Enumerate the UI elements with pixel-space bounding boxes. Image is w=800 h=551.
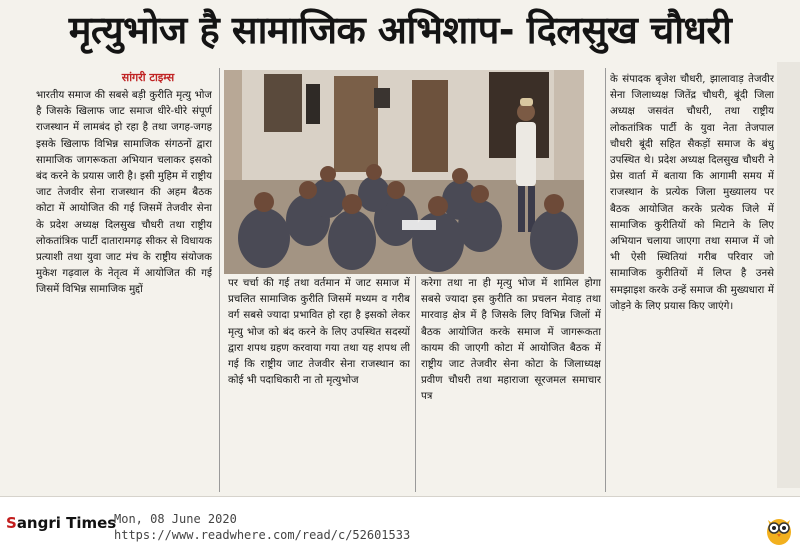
meeting-photo xyxy=(224,70,584,274)
source-url[interactable]: https://www.readwhere.com/read/c/52601533 xyxy=(114,528,411,542)
byline: सांगरी टाइम्स xyxy=(121,71,175,84)
column-divider xyxy=(415,276,416,492)
column-3-text: करेगा तथा ना ही मृत्यु भोज में शामिल होगा सबसे ज्यादा इस कुरीति का प्रचलन मेवाड़ तथा मारवाड़ क्षेत्र में है जिसके लिए विभिन्न जिलों में बैठक आयोजित करके समाज में जागरूकता कायम की जाएगी कोटा में आयोजित बैठक में राष्ट्रीय जाट तेजवीर सेना कोटा के जिलाध्यक्ष प्रवीण चौधरी तथा महाराजा सूरजमल समाचार पत्र xyxy=(421,278,601,403)
article-column-3 xyxy=(421,276,601,492)
column-divider xyxy=(219,68,220,492)
column-divider xyxy=(605,68,606,492)
column-2-text: पर चर्चा की गई तथा वर्तमान में जाट समाज में प्रचलित सामाजिक कुरीति जिसमें मध्यम व गरीब वर्ग सबसे ज्यादा प्रभावित हो रहा है इसको लेकर मृत्यु भोज को बंद करने के लिए उपस्थित सदस्यों द्वारा शपथ ग्रहण करवाया गया तथा यह शपथ ली गई कि राष्ट्रीय जाट तेजवीर सेना राजस्थान का कोई भी पदाधिकारी ना तो मृत्युभोज xyxy=(228,278,410,387)
owl-logo-icon xyxy=(764,512,794,546)
column-4-text: के संपादक बृजेश चौधरी, झालावाड़ तेजवीर सेना जिलाध्यक्ष जितेंद्र चौधरी, बूंदी जिला अध्यक्ष जसवंत चौधरी, तथा राष्ट्रीय लोकतांत्रिक पार्टी के युवा नेता तेजपाल चौधरी बूंदी सहित सैकड़ों समाज के बंधु उपस्थित थे। प्रदेश अध्यक्ष दिलसुख चौधरी ने प्रेस वार्ता में बताया कि आगामी समय में राजस्थान के प्रत्येक जिला मुख्यालय पर बैठक आयोजित करके प्रत्येक जिले में सामाजिक कुरीतियों को मिटाने के लिए अभियान चलाया जाएगा तथा समाज में जो भी ऐसी स्थितियां गरीब परिवार जो सामाजिक कुरीतियों में लिप्त है उनसे समझाइश करके उन्हें समाज की मुख्यधारा में जोड़ने के लिए प्रयास किए जाएंगे। xyxy=(610,74,774,312)
meeting-photo-icon xyxy=(224,70,584,274)
article-column-1 xyxy=(36,88,212,492)
publish-date: Mon, 08 June 2020 xyxy=(114,512,237,526)
article-column-2 xyxy=(228,276,410,492)
adjacent-page-edge xyxy=(777,62,800,488)
article-column-4 xyxy=(610,72,774,492)
brand-logo: Sangri Times xyxy=(6,514,117,532)
headline: मृत्युभोज है सामाजिक अभिशाप- दिलसुख चौधरी xyxy=(68,8,732,52)
column-1-text: भारतीय समाज की सबसे बड़ी कुरीति मृत्यु भोज है जिसके खिलाफ जाट समाज धीरे-धीरे संपूर्ण राजस्थान में लामबंद हो रहा है तथा जगह-जगह इसके खिलाफ विभिन्न सामाजिक संगठनों द्वारा सामाजिक जागरूकता अभियान चलाकर इसको बंद करने के प्रयास जारी है। इसी मुहिम में राष्ट्रीय जाट तेजवीर सेना राजस्थान की अहम बैठक कोटा में आयोजित की गई जिसमें तेजवीर सेना के प्रदेश अध्यक्ष दिलसुख चौधरी तथा राष्ट्रीय लोकतांत्रिक पार्टी दातारामगढ़ सीकर से विधायक प्रत्याशी तथा युवा जाट मंच के राष्ट्रीय संयोजक मुकेश गढ़वाल के नेतृत्व में आयोजित की गई जिसमें विभिन्न सामाजिक मुद्दों xyxy=(36,90,212,296)
